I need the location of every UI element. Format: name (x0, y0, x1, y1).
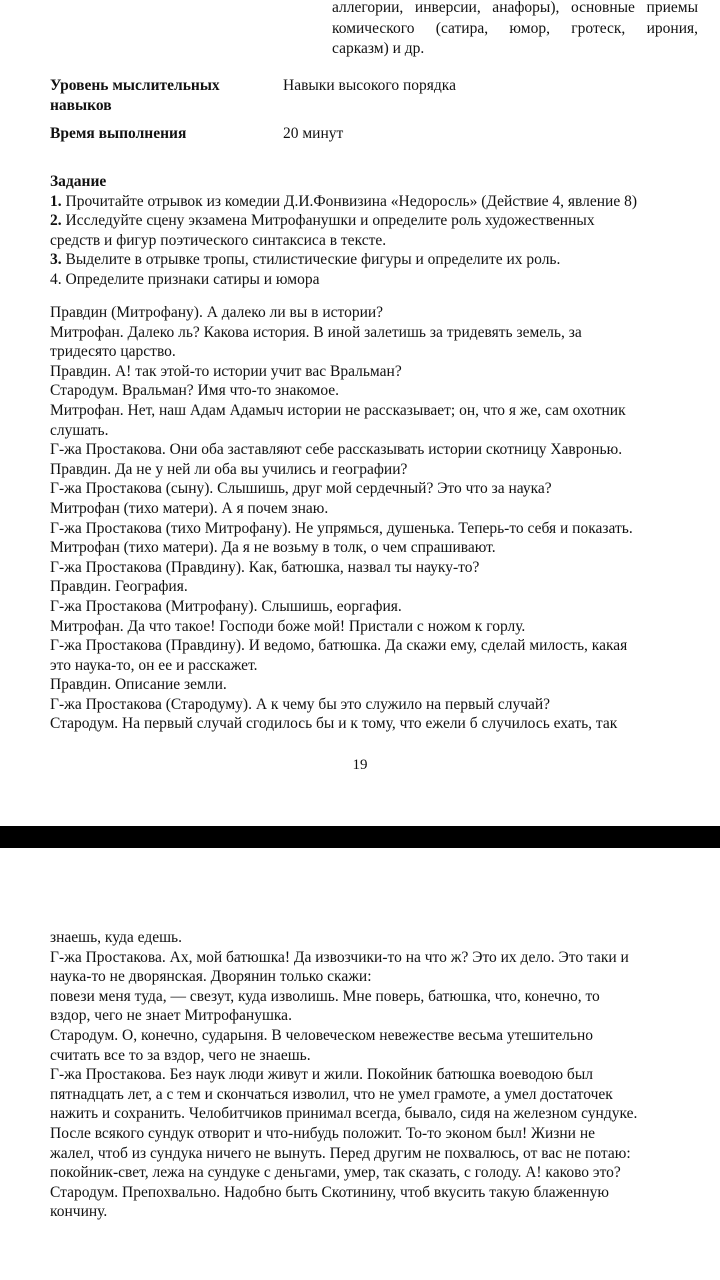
dialogue-line: Митрофан (тихо матери). Да я не возьму в толк, о чем спрашивают. (50, 539, 496, 557)
dialogue-line: вздор, чего не знает Митрофанушка. (50, 1007, 292, 1025)
duration-label: Время выполнения (50, 125, 187, 142)
dialogue-line: Правдин. А! так этой-то истории учит вас Вральман? (50, 362, 402, 380)
text-line: комического (сатира, юмор, гротеск, ирония, (332, 19, 698, 37)
dialogue-line: покойник-свет, лежа на сундуке с деньгами, умер, так сказать, с голоду. А! каково это? (50, 1164, 621, 1182)
dialogue-line: кончину. (50, 1203, 108, 1221)
task-item-2: 2. Исследуйте сцену экзамена Митрофанушки и определите роль художественных (50, 212, 595, 230)
dialogue-line: тридесято царство. (50, 343, 176, 361)
dialogue-line: Правдин. География. (50, 578, 188, 596)
task-item-1: 1. Прочитайте отрывок из комедии Д.И.Фонвизина «Недоросль» (Действие 4, явление 8) (50, 192, 637, 210)
intro-paragraph-continuation (332, 0, 698, 60)
dialogue-line: Г-жа Простакова (Митрофану). Слышишь, еоргафия. (50, 597, 402, 615)
dialogue-line: нажить и сохранить. Челобитчиков принимал всегда, бывало, сидя на железном сундуке. (50, 1105, 638, 1123)
dialogue-line: Стародум. Препохвально. Надобно быть Скотинину, чтоб вкусить такую блаженную (50, 1183, 609, 1201)
dialogue-line: Г-жа Простакова. Ах, мой батюшка! Да извозчики-то на что ж? Это их дело. Это таки и (50, 948, 629, 966)
dialogue-line: считать все то за вздор, чего не знаешь. (50, 1046, 311, 1064)
page-separator (0, 826, 720, 848)
task-heading: Задание (50, 173, 107, 190)
dialogue-line: Митрофан. Да что такое! Господи боже мой! Пристали с ножом к горлу. (50, 617, 526, 635)
document-page-20 (0, 848, 720, 1280)
task-item-4: 4. Определите признаки сатиры и юмора (50, 270, 320, 288)
page-number: 19 (352, 757, 368, 773)
thinking-level-value: Навыки высокого порядка (283, 77, 456, 94)
dialogue-line: Г-жа Простакова (Правдину). И ведомо, батюшка. Да скажи ему, сделай милость, какая (50, 637, 628, 655)
dialogue-line: Г-жа Простакова. Они оба заставляют себе рассказывать истории скотницу Хавронью. (50, 441, 623, 459)
dialogue-excerpt-part-1 (50, 303, 690, 734)
dialogue-line: слушать. (50, 421, 109, 439)
dialogue-line: Стародум. Вральман? Имя что-то знакомое. (50, 382, 340, 400)
dialogue-line: Г-жа Простакова. Без наук люди живут и жили. Покойник батюшка воеводою был (50, 1066, 593, 1084)
task-section (50, 172, 690, 290)
dialogue-line: Г-жа Простакова (Правдину). Как, батюшка, назвал ты науку-то? (50, 558, 480, 576)
dialogue-excerpt-part-2 (50, 928, 690, 1222)
dialogue-line: повези меня туда, — свезут, куда изволишь. Мне поверь, батюшка, что, конечно, то (50, 987, 600, 1005)
dialogue-line: Стародум. О, конечно, сударыня. В человеческом невежестве весьма утешительно (50, 1026, 594, 1044)
dialogue-line: Правдин (Митрофану). А далеко ли вы в истории? (50, 304, 384, 321)
task-item-3: 3. Выделите в отрывке тропы, стилистические фигуры и определите их роль. (50, 251, 561, 269)
text-line: сарказм) и др. (332, 40, 425, 57)
dialogue-line: знаешь, куда едешь. (50, 929, 182, 946)
dialogue-line: Г-жа Простакова (сыну). Слышишь, друг мой сердечный? Это что за наука? (50, 480, 552, 498)
dialogue-line: Митрофан. Нет, наш Адам Адамыч истории не рассказывает; он, что я же, сам охотник (50, 401, 626, 419)
dialogue-line: наука-то не дворянская. Дворянин только скажи: (50, 968, 372, 986)
dialogue-line: жалел, чтоб из сундука ничего не вынуть. Перед другим не похвалюсь, от вас не потаю: (50, 1144, 631, 1162)
text-line: аллегории, инверсии, анафоры), основные приемы (332, 0, 698, 16)
duration-value: 20 минут (283, 125, 344, 142)
dialogue-line: пятнадцать лет, а с тем и скончаться изволил, что не умел грамоте, а умел достаточек (50, 1085, 613, 1103)
dialogue-line: Правдин. Описание земли. (50, 676, 227, 694)
dialogue-line: Стародум. На первый случай сгодилось бы и к тому, что ежели б случилось ехать, так (50, 715, 618, 733)
dialogue-line: Правдин. Да не у ней ли оба вы учились и географии? (50, 460, 408, 478)
dialogue-line: После всякого сундук отворит и что-нибудь положит. То-то эконом был! Жизни не (50, 1124, 596, 1142)
dialogue-line: Митрофан. Далеко ль? Какова история. В иной залетишь за тридевять земель, за (50, 323, 582, 341)
dialogue-line: это наука-то, он ее и расскажет. (50, 656, 258, 674)
task-item-2-cont: средств и фигур поэтического синтаксиса в тексте. (50, 231, 387, 249)
thinking-level-label: Уровень мыслительных навыков (50, 77, 220, 114)
dialogue-line: Г-жа Простакова (тихо Митрофану). Не упрямься, душенька. Теперь-то себя и показать. (50, 519, 633, 537)
dialogue-line: Митрофан (тихо матери). А я почем знаю. (50, 499, 329, 517)
dialogue-line: Г-жа Простакова (Стародуму). А к чему бы это служило на первый случай? (50, 695, 551, 713)
